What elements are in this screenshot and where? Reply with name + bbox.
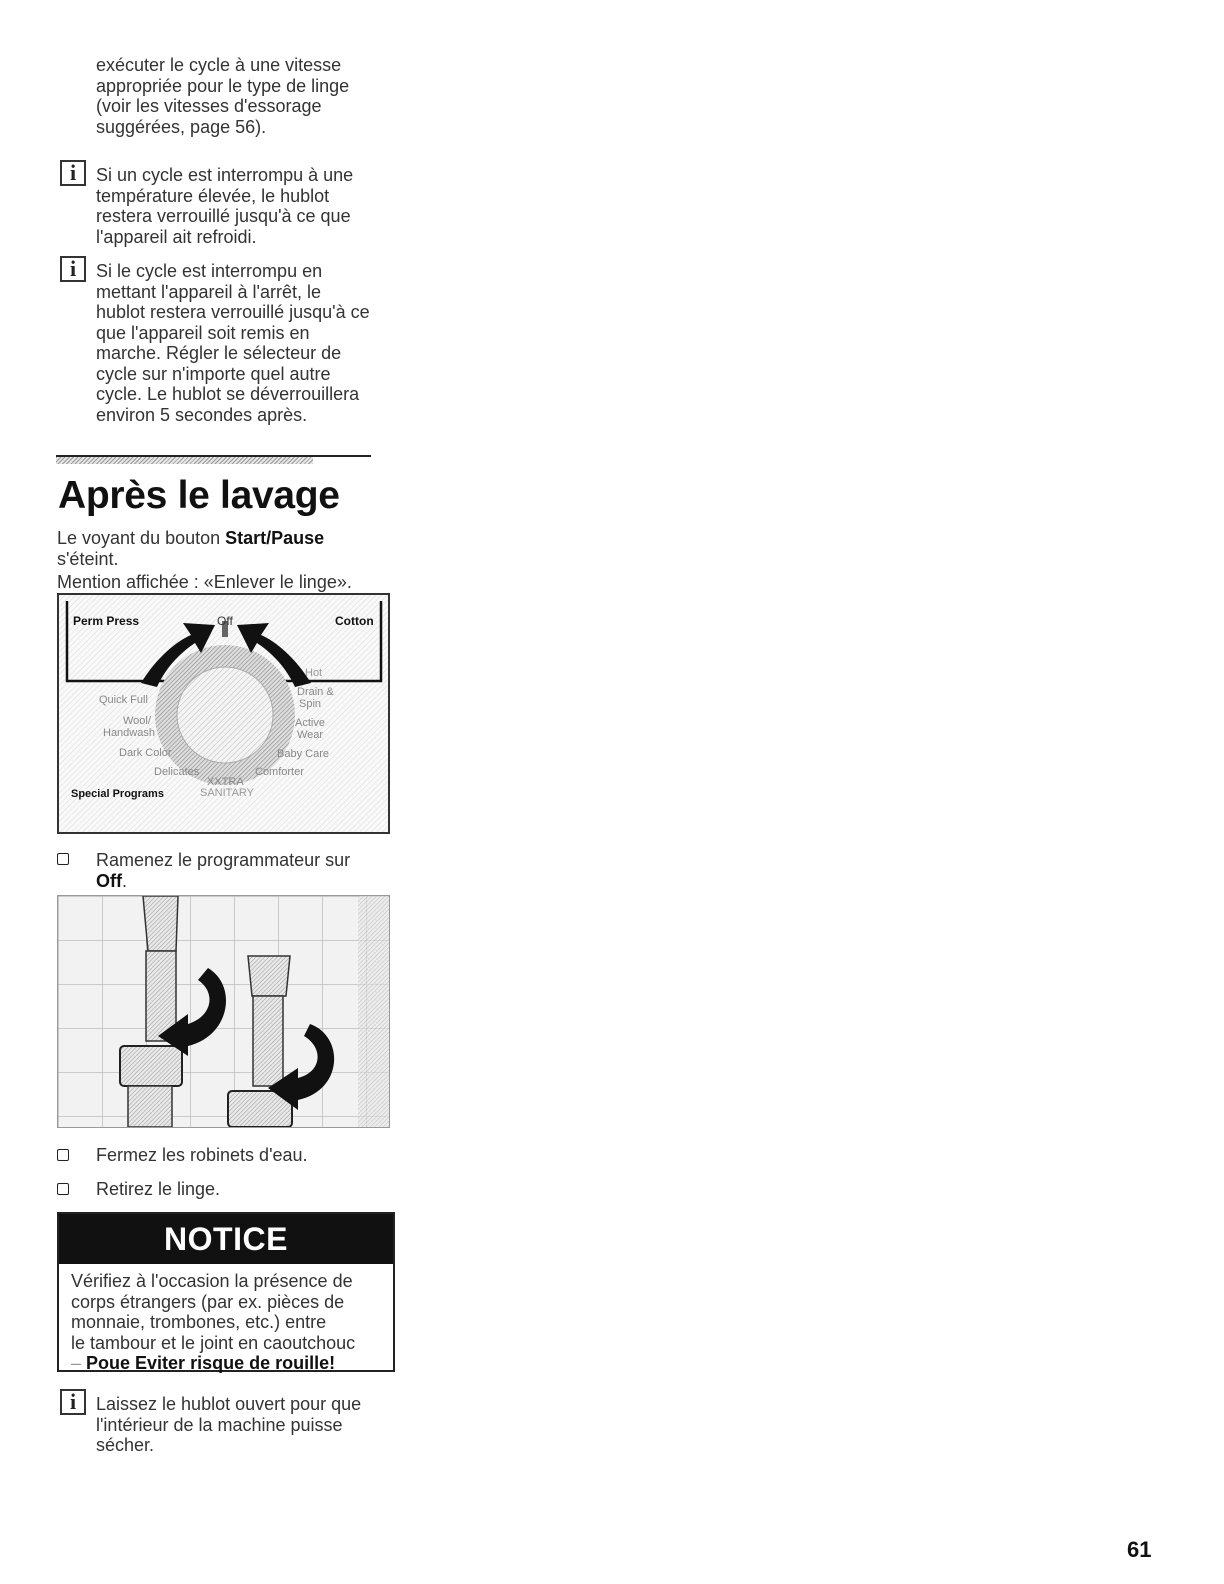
step-text [96, 850, 350, 891]
label-sanitary: SANITARY [200, 787, 254, 799]
label-delicates: Delicates [154, 766, 200, 778]
label-xxtra: XXTRA [207, 776, 244, 788]
right-valve-body [253, 996, 283, 1086]
left-valve-handle [143, 896, 178, 951]
info-icon: i [60, 1389, 86, 1415]
info-icon: i [60, 160, 86, 186]
notice-emphasis-line [71, 1353, 335, 1374]
faucet-illustration [58, 896, 389, 1127]
label-special-programs: Special Programs [71, 788, 164, 800]
dial-knob [177, 667, 273, 763]
section-divider-hatch [56, 457, 313, 464]
checkbox-icon [57, 1149, 69, 1161]
label-perm-press: Perm Press [73, 614, 140, 628]
label-wool: Wool/ [123, 715, 151, 727]
lead-tail: s'éteint. [57, 548, 119, 569]
notice-title: NOTICE [59, 1214, 393, 1264]
label-hot: Hot [305, 667, 323, 679]
display-message: Mention affichée : «Enlever le linge». [57, 572, 352, 592]
intro-paragraph: exécuter le cycle à une vitesse appropriée pour le type de linge (voir les vitesses d'essorage suggérées, page 56). [96, 55, 350, 137]
checkbox-icon [57, 1183, 69, 1195]
label-spin: Spin [299, 698, 322, 710]
info-note-text: Si un cycle est interrompu à une température élevée, le hublot restera verrouillé jusqu'à ce que l'appareil ait refroidi. [96, 165, 354, 247]
notice-box [57, 1212, 395, 1372]
start-pause-label: Start/Pause [225, 528, 325, 548]
notice-dash: – [71, 1353, 82, 1373]
final-note-text: Laissez le hublot ouvert pour que l'intérieur de la machine puisse sécher. [96, 1394, 362, 1455]
label-quick-full: Quick Full [99, 694, 148, 706]
info-note-text: Si le cycle est interrompu en mettant l'appareil à l'arrêt, le hublot restera verrouillé jusqu'à ce que l'appareil soit remis en marche. Régler le sélecteur de cycle sur n'importe quel autre cycle. Le hublot se déverrouillera environ 5 secondes après. [96, 261, 370, 425]
lead-paragraph [57, 528, 324, 569]
step-1-tail: . [122, 870, 128, 891]
step-1-text: Ramenez le programmateur sur [96, 850, 351, 870]
left-hose [128, 1086, 172, 1127]
section-heading: Après le lavage [58, 474, 340, 517]
cycle-dial-figure [57, 593, 390, 834]
faucet-figure [57, 895, 390, 1128]
label-off: Off [217, 614, 233, 628]
label-comforter: Comforter [255, 766, 304, 778]
step-2-text: Fermez les robinets d'eau. [96, 1145, 308, 1165]
off-label: Off [96, 870, 122, 891]
right-valve-handle [248, 956, 290, 996]
label-dark-color: Dark Color [119, 747, 172, 759]
page-number: 61 [1127, 1537, 1152, 1562]
label-cotton: Cotton [335, 614, 374, 628]
cycle-dial-illustration [59, 595, 388, 832]
label-baby-care: Baby Care [277, 748, 329, 760]
left-hose-coupling [120, 1046, 182, 1086]
step-3-text: Retirez le linge. [96, 1179, 221, 1199]
label-active: Active [295, 717, 325, 729]
notice-emphasis: Poue Eviter risque de rouille! [86, 1353, 336, 1373]
label-handwash: Handwash [103, 727, 155, 739]
label-drain: Drain & [297, 686, 334, 698]
label-wear: Wear [297, 729, 324, 741]
info-icon: i [60, 256, 86, 282]
notice-body: Vérifiez à l'occasion la présence de corps étrangers (par ex. pièces de monnaie, trombones, etc.) entre le tambour et le joint en caoutchouc [71, 1271, 356, 1353]
lead-text: Le voyant du bouton [57, 528, 226, 548]
checkbox-icon [57, 853, 69, 865]
